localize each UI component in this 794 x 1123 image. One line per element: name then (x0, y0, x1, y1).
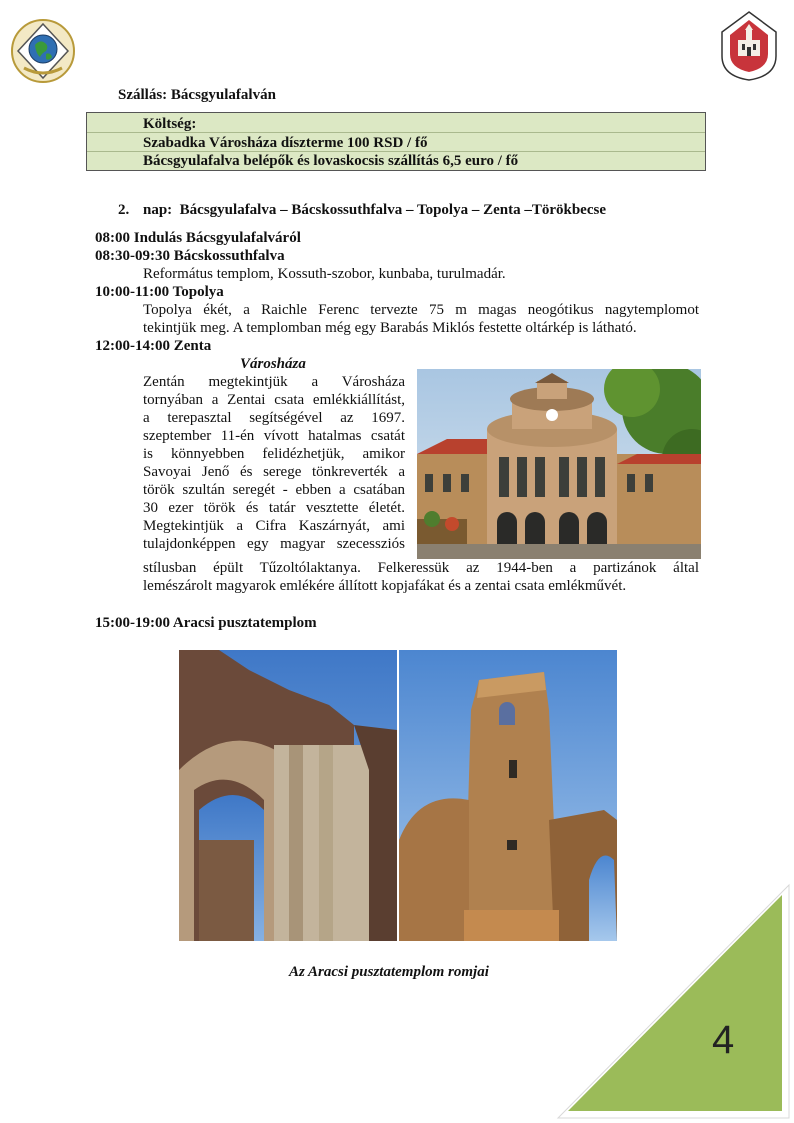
schedule-item-5: 15:00-19:00 Aracsi pusztatemplom (95, 615, 317, 631)
zenta-line: tulajdonképpen egy magyar szecessziós (143, 536, 405, 552)
cost-heading: Költség: (143, 116, 197, 132)
church-seal-icon (716, 10, 782, 82)
cost-line-1: Szabadka Városháza díszterme 100 RSD / fő (143, 135, 428, 151)
schedule-item-1: 08:00 Indulás Bácsgyulafalváról (95, 230, 301, 246)
schedule-item-3-desc-2: tekintjük meg. A templomban még egy Barabás Miklós festette oltárkép is látható. (143, 320, 637, 336)
schedule-item-4: 12:00-14:00 Zenta (95, 338, 212, 354)
photo-caption: Az Aracsi pusztatemplom romjai (289, 964, 489, 980)
page-number: 4 (712, 1018, 735, 1062)
schedule-item-2-desc: Református templom, Kossuth-szobor, kunbaba, turulmadár. (143, 266, 506, 282)
zenta-townhall-photo (417, 369, 701, 559)
zenta-line: török szultán seregét - ebben a csatában (143, 482, 405, 498)
schedule-item-3-desc-1: Topolya ékét, a Raichle Ferenc tervezte 75 m magas neogótikus nagytemplomot (143, 302, 699, 318)
zenta-line: Zentán megtekintjük a Városháza (143, 374, 405, 390)
zenta-line: is könnyebben felidézhetjük, amikor (143, 446, 405, 462)
zenta-line: 30 ezer török és tatár vesztette életét. (143, 500, 405, 516)
cost-line-2: Bácsgyulafalva belépők és lovaskocsis szállítás 6,5 euro / fő (143, 153, 519, 169)
zenta-line: stílusban épült Tűzoltólaktanya. Felkeressük az 1944-ben a partizánok által (143, 560, 699, 576)
accommodation-line: Szállás: Bácsgyulafalván (118, 87, 276, 103)
townhall-subheading: Városháza (240, 356, 306, 372)
page-corner-decoration (554, 883, 794, 1123)
globe-emblem-icon (10, 18, 76, 84)
schedule-item-3: 10:00-11:00 Topolya (95, 284, 224, 300)
zenta-last-line: lemészárolt magyarok emlékére állított kopjafákat és a zentai csata emlékművét. (143, 578, 627, 594)
zenta-line: szeptember 11-én vívott hatalmas csatát (143, 428, 405, 444)
cost-box (86, 112, 706, 171)
zenta-line: tornyában a Zentai csata emlékkiállítást, (143, 392, 405, 408)
zenta-line: a terepasztal segítségével az 1697. (143, 410, 405, 426)
aracs-ruin-arch-photo (179, 650, 397, 941)
zenta-line: Megtekintjük a Cifra Kaszárnyát, ami (143, 518, 405, 534)
zenta-line: Savoyai Jenő és serege tönkreverték a (143, 464, 405, 480)
day-number: 2. (118, 202, 130, 218)
day-title: nap: Bácsgyulafalva – Bácskossuthfalva – Topolya – Zenta –Törökbecse (143, 202, 606, 218)
schedule-item-2: 08:30-09:30 Bácskossuthfalva (95, 248, 285, 264)
